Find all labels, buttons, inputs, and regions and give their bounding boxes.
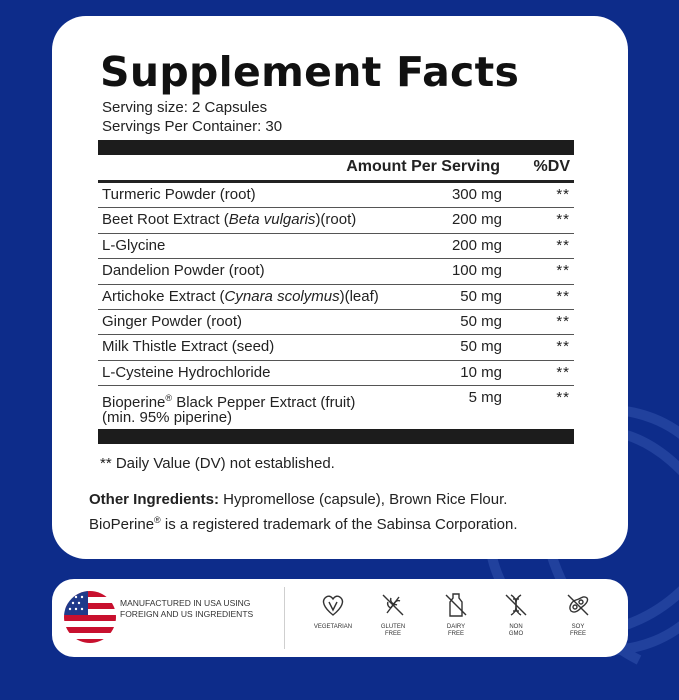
ingredient-name: Beet Root Extract (Beta vulgaris)(root): [102, 211, 357, 229]
table-row: [98, 361, 574, 386]
ingredient-amount: 50 mg: [460, 312, 502, 330]
ingredient-dv: **: [556, 262, 570, 280]
ingredient-name: L-Glycine: [102, 236, 166, 254]
top-divider-bar: [98, 140, 574, 155]
ingredient-dv: **: [556, 236, 570, 254]
ingredient-amount: 100 mg: [451, 262, 502, 280]
ingredient-amount: 200 mg: [451, 211, 502, 229]
ingredient-name: Artichoke Extract (Cynara scolymus)(leaf): [102, 287, 379, 305]
badge-separator: [284, 587, 285, 649]
serving-info: [102, 98, 282, 136]
ingredient-amount: 50 mg: [460, 338, 502, 356]
serving-size: Serving size: 2 Capsules: [102, 99, 268, 116]
ingredient-name: Bioperine® Black Pepper Extract (fruit): [102, 393, 356, 412]
trademark-text: is a registered trademark of the Sabinsa Corporation.: [160, 516, 518, 533]
badge-label: GLUTEN FREE: [380, 624, 406, 637]
badge-label: SOY FREE: [569, 624, 586, 637]
ingredient-name-line2: (min. 95% piperine): [102, 409, 233, 427]
ingredient-dv: **: [556, 363, 570, 381]
milk-bottle-crossed-icon: [442, 591, 470, 619]
table-row: [98, 259, 574, 284]
ingredient-name: L-Cysteine Hydrochloride: [102, 363, 271, 381]
column-header: [98, 157, 574, 180]
heart-leaf-icon: [319, 591, 347, 619]
table-row: [98, 234, 574, 259]
bottom-divider-bar: [98, 429, 574, 444]
badge-non-gmo: [489, 591, 543, 638]
wheat-crossed-icon: [379, 591, 407, 619]
panel-title: Supplement Facts: [100, 48, 520, 96]
ingredient-table: [98, 183, 574, 430]
registered-mark: ®: [154, 515, 161, 525]
badge-dairy-free: [429, 591, 483, 638]
usa-flag-icon: [64, 591, 116, 643]
servings-per-container: Servings Per Container: 30: [102, 118, 283, 135]
table-row: [98, 310, 574, 335]
dna-crossed-icon: [502, 591, 530, 619]
badge-bar: [52, 579, 628, 657]
supplement-facts-card: [52, 16, 628, 559]
ingredient-name: Turmeric Powder (root): [102, 186, 256, 203]
ingredient-name: Ginger Powder (root): [102, 312, 243, 330]
table-row: [98, 208, 574, 233]
header-dv: %DV: [533, 158, 570, 175]
ingredient-dv: **: [556, 312, 570, 330]
ingredient-amount: 200 mg: [451, 236, 502, 254]
badge-vegetarian: [306, 591, 360, 631]
soybean-crossed-icon: [564, 591, 592, 619]
other-ingredients-label: Other Ingredients:: [89, 491, 220, 508]
other-ingredients-text: Hypromellose (capsule), Brown Rice Flour.: [219, 491, 508, 508]
badge-soy-free: [551, 591, 605, 638]
table-row-bioperine: [98, 386, 574, 430]
badge-label: NON GMO: [508, 624, 524, 637]
ingredient-amount: 300 mg: [451, 186, 502, 203]
ingredient-name: Dandelion Powder (root): [102, 262, 265, 280]
ingredient-dv: **: [556, 211, 570, 229]
ingredient-dv: **: [556, 186, 570, 203]
ingredient-amount: 10 mg: [460, 363, 502, 381]
ingredient-dv: **: [556, 287, 570, 305]
ingredient-dv: **: [556, 389, 570, 407]
ingredient-dv: **: [556, 338, 570, 356]
table-row: [98, 285, 574, 310]
badge-label: DAIRY FREE: [446, 624, 466, 637]
badge-gluten-free: [366, 591, 420, 638]
dv-footnote: ** Daily Value (DV) not established.: [100, 455, 335, 472]
ingredient-amount: 5 mg: [468, 389, 502, 407]
badge-label: VEGETARIAN: [313, 624, 353, 630]
ingredient-amount: 50 mg: [460, 287, 502, 305]
table-row: [98, 183, 574, 208]
header-amount: Amount Per Serving: [346, 158, 500, 175]
table-row: [98, 335, 574, 360]
trademark-name: BioPerine: [89, 516, 155, 533]
made-in-usa-text: MANUFACTURED IN USA USING FOREIGN AND US INGREDIENTS: [120, 598, 254, 619]
ingredient-name: Milk Thistle Extract (seed): [102, 338, 275, 356]
other-ingredients: [89, 490, 624, 535]
